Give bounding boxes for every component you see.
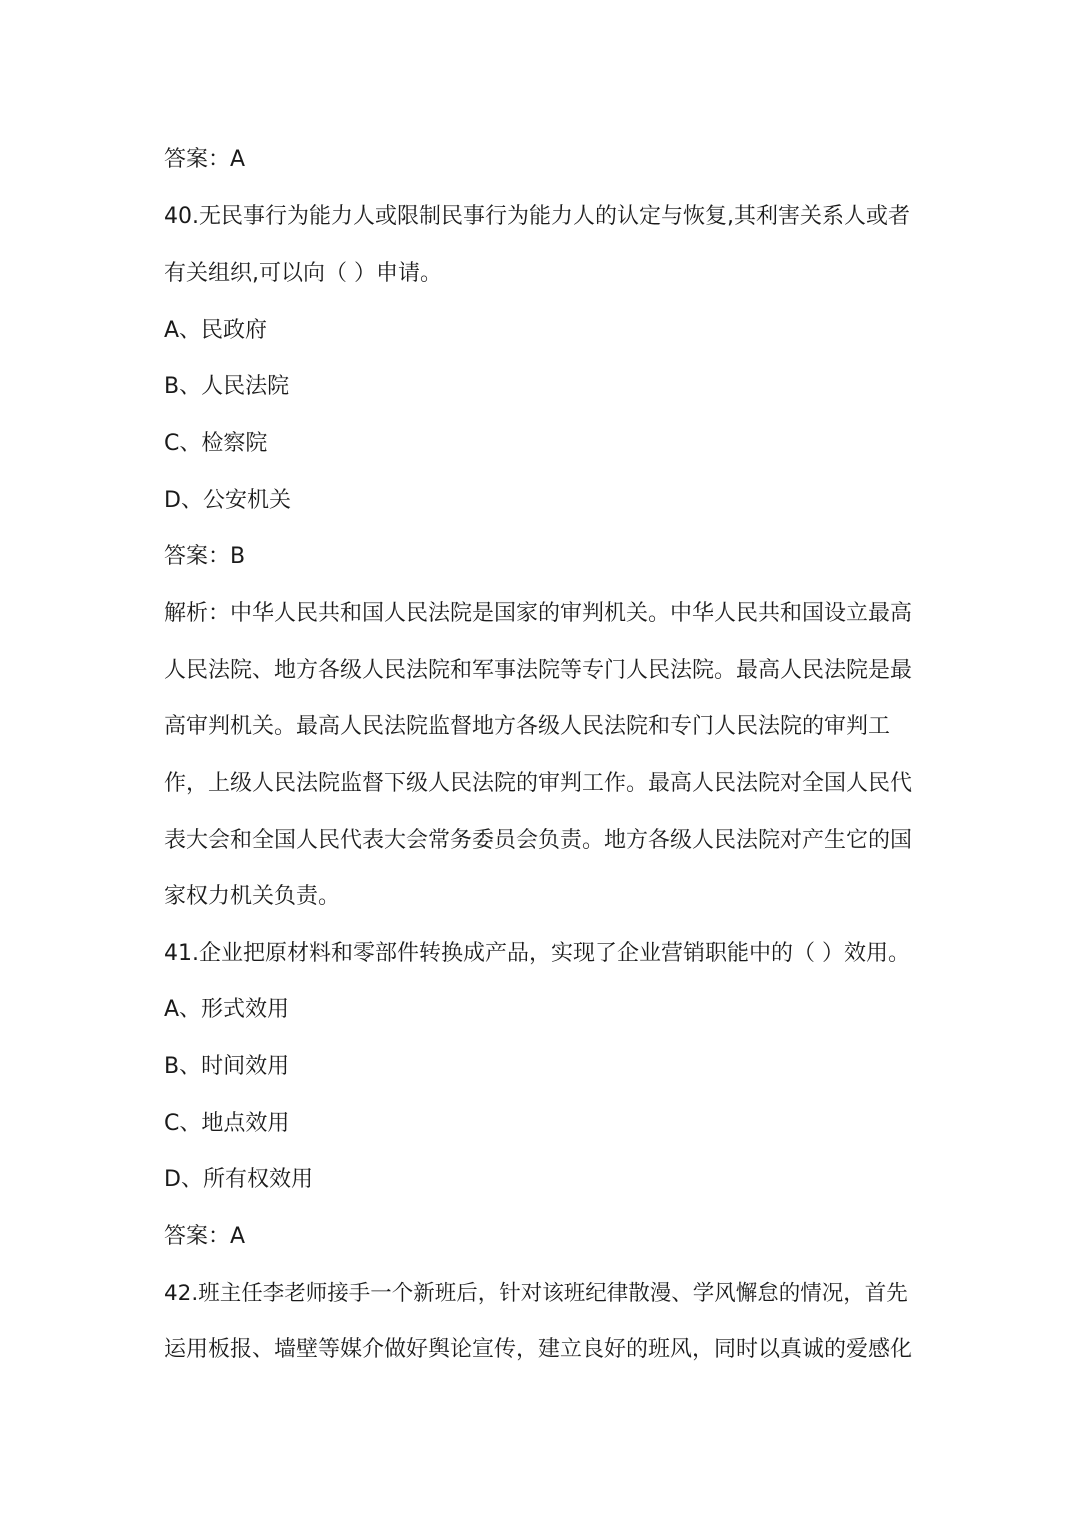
question-40-option-d: D、公安机关 [164,488,291,513]
question-42-line-1: 42.班主任李老师接手一个新班后，针对该班纪律散漫、学风懈怠的情况，首先 [164,1281,908,1306]
answer-39: 答案：A [164,147,246,172]
analysis-40-line-6: 家权力机关负责。 [164,884,341,909]
analysis-40-line-4: 作，上级人民法院监督下级人民法院的审判工作。最高人民法院对全国人民代 [164,771,913,796]
question-40-line-1: 40.无民事行为能力人或限制民事行为能力人的认定与恢复,其利害关系人或者 [164,204,910,229]
question-41-option-b: B、时间效用 [164,1054,290,1079]
question-42-line-2: 运用板报、墙壁等媒介做好舆论宣传，建立良好的班风，同时以真诚的爱感化 [164,1337,913,1362]
analysis-40-line-2: 人民法院、地方各级人民法院和军事法院等专门人民法院。最高人民法院是最 [164,658,913,683]
analysis-40-line-1: 解析：中华人民共和国人民法院是国家的审判机关。中华人民共和国设立最高 [164,601,913,626]
question-41-option-a: A、形式效用 [164,997,290,1022]
question-41: 41.企业把原材料和零部件转换成产品，实现了企业营销职能中的（ ）效用。 [164,941,910,966]
question-40-line-2: 有关组织,可以向（ ）申请。 [164,261,442,286]
question-40-option-b: B、人民法院 [164,374,290,399]
analysis-40-line-3: 高审判机关。最高人民法院监督地方各级人民法院和专门人民法院的审判工 [164,714,891,739]
question-40-option-a: A、民政府 [164,318,268,343]
answer-41: 答案：A [164,1224,246,1249]
answer-40: 答案：B [164,544,246,569]
question-40-option-c: C、检察院 [164,431,268,456]
question-41-option-c: C、地点效用 [164,1111,290,1136]
question-41-option-d: D、所有权效用 [164,1167,313,1192]
analysis-40-line-5: 表大会和全国人民代表大会常务委员会负责。地方各级人民法院对产生它的国 [164,828,913,853]
